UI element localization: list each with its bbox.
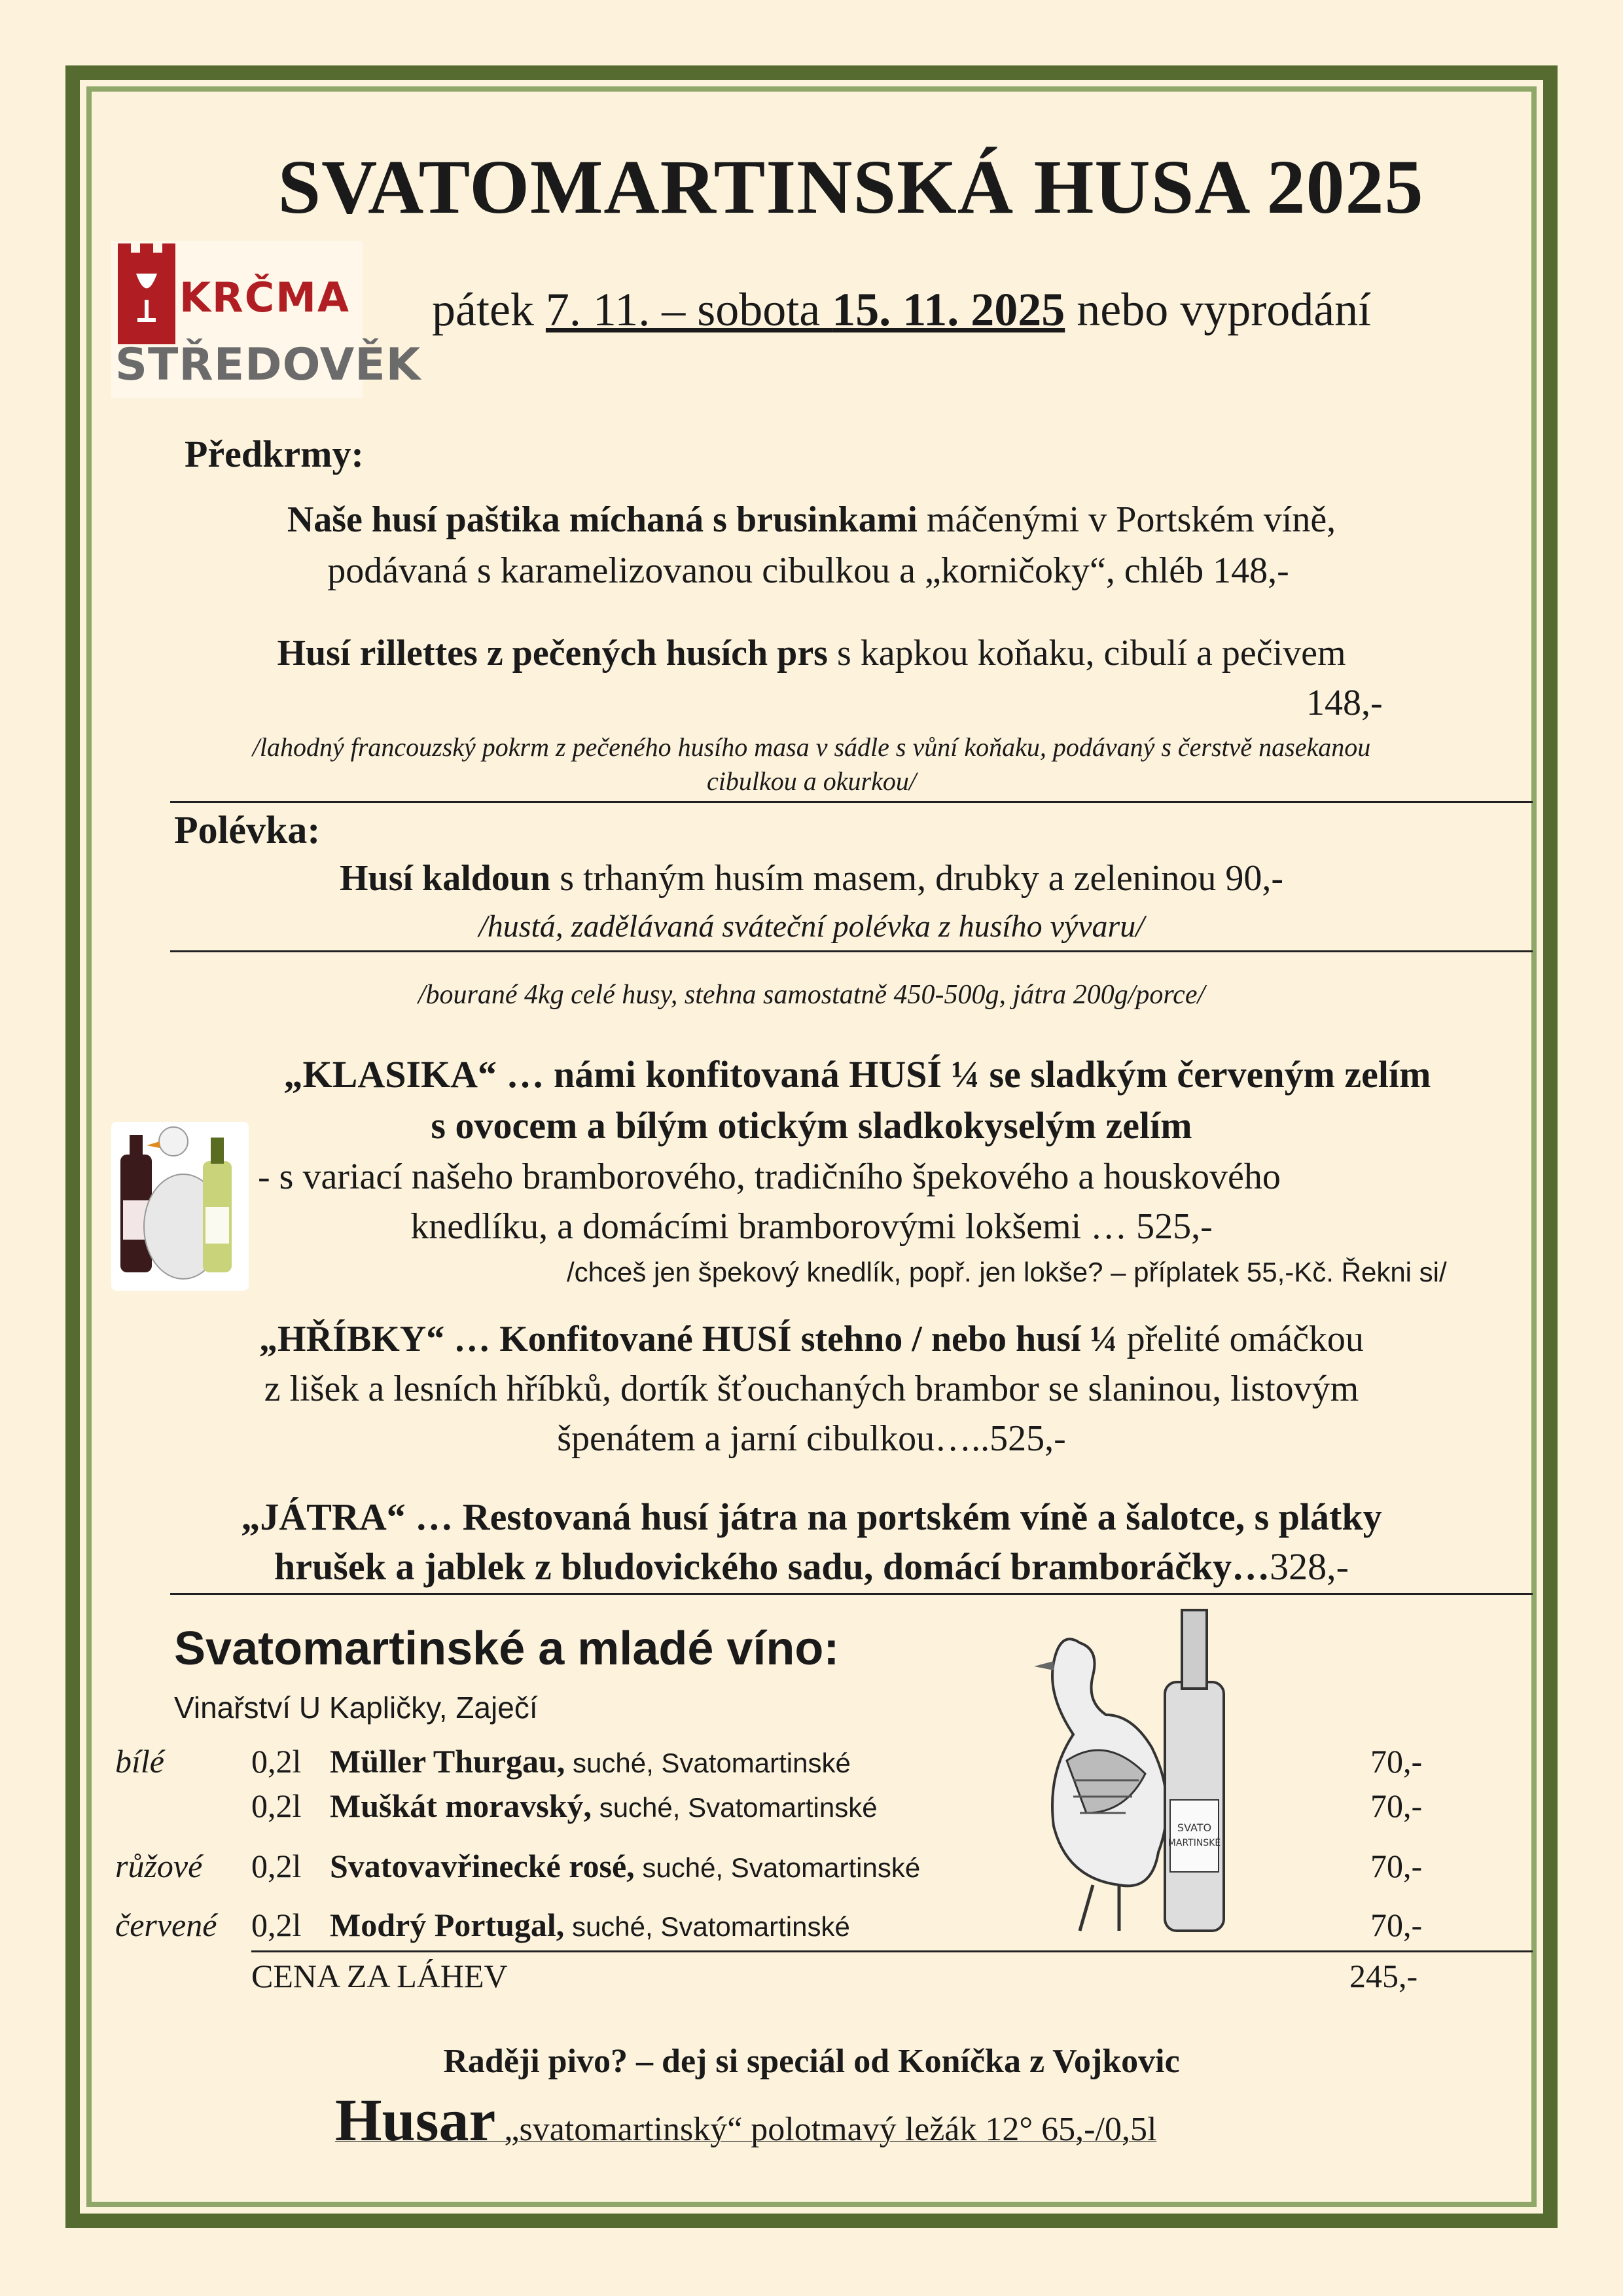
starter-item2-price: 148,-	[1306, 683, 1383, 723]
hribky-bold: „HŘÍBKY“ … Konfitované HUSÍ stehno / nebo husí ¼	[259, 1319, 1118, 1359]
starter-item2-note1: /lahodný francouzský pokrm z pečeného husího masa v sádle s vůní koňaku, podávaný s čerstvě nasekanou	[252, 732, 1371, 762]
hribky-line2: z lišek a lesních hříbků, dortík šťouchaných brambor se slaninou, listovým	[264, 1369, 1359, 1409]
starter-item2-bold: Husí rillettes z pečených husích prs	[277, 633, 828, 673]
goose-wine-image	[111, 1122, 249, 1291]
klasika-line3: - s variací našeho bramborového, tradičního špekového a houskového	[258, 1157, 1281, 1197]
jatra-line2-bold: hrušek a jablek z bludovického sadu, domácí bramboráčky…	[274, 1545, 1270, 1588]
beer-question: Raději pivo? – dej si speciál od Koníčka z Vojkovic	[443, 2043, 1180, 2080]
starter-item2-rest: s kapkou koňaku, cibulí a pečivem	[827, 633, 1346, 673]
date-suffix: nebo vyprodání	[1065, 283, 1372, 336]
goose-bottle-sketch	[1008, 1604, 1250, 1944]
starter-item1-line1	[0, 499, 1623, 541]
date-line	[432, 283, 1371, 337]
klasika-line1: „KLASIKA“ … námi konfitovaná HUSÍ ¼ se sladkým červeným zelím	[283, 1053, 1431, 1096]
portion-note: /bourané 4kg celé husy, stehna samostatně 450-500g, játra 200g/porce/	[418, 980, 1205, 1010]
hribky-line3: špenátem a jarní cibulkou…..525,-	[557, 1418, 1066, 1459]
wine-category: růžové	[115, 1848, 203, 1884]
divider	[251, 1950, 1533, 1952]
starters-heading: Předkrmy:	[185, 433, 364, 475]
wine-name: Svatovavřinecké rosé,	[330, 1848, 635, 1884]
beer-name: Husar	[335, 2087, 496, 2153]
date-prefix: pátek	[432, 283, 546, 336]
wine-price: 70,-	[1370, 1848, 1423, 1884]
jatra-price: 328,-	[1270, 1545, 1349, 1588]
wine-desc: suché, Svatomartinské	[565, 1748, 851, 1778]
goose-sketch-icon	[1008, 1604, 1250, 1944]
klasika-line2: s ovocem a bílým otickým sladkokyselým zelím	[431, 1104, 1192, 1147]
page-title: SVATOMARTINSKÁ HUSA 2025	[277, 144, 1424, 230]
starter-item1-line2: podávaná s karamelizovanou cibulkou a „korničoky“, chléb 148,-	[327, 550, 1289, 591]
wine-volume: 0,2l	[251, 1848, 302, 1884]
beer-desc: „svatomartinský“ polotmavý ležák 12° 65,-/0,5l	[495, 2111, 1157, 2148]
bottle-price-label: CENA ZA LÁHEV	[251, 1958, 508, 1994]
bottle-label-line1: SVATO	[1177, 1821, 1212, 1834]
wine-price: 70,-	[1370, 1787, 1423, 1824]
wine-desc: suché, Svatomartinské	[592, 1792, 878, 1823]
bottle-price: 245,-	[1349, 1958, 1418, 1994]
divider	[170, 950, 1533, 952]
soup-bold: Husí kaldoun	[340, 858, 551, 899]
klasika-note: /chceš jen špekový knedlík, popř. jen lokše? – příplatek 55,-Kč. Řekni si/	[567, 1257, 1447, 1287]
date-from: 7. 11. – sobota	[545, 283, 832, 336]
wine-desc: suché, Svatomartinské	[634, 1852, 921, 1883]
logo-line2: STŘEDOVĚK	[115, 339, 421, 391]
starter-item1-rest: máčenými v Portském víně,	[917, 499, 1336, 540]
jatra-line1: „JÁTRA“ … Restovaná husí játra na portském víně a šalotce, s plátky	[241, 1496, 1382, 1538]
divider	[170, 801, 1533, 803]
logo-line1: KRČMA	[179, 274, 350, 321]
beer-line	[335, 2085, 1156, 2155]
wine-volume: 0,2l	[251, 1907, 302, 1943]
wine-heading: Svatomartinské a mladé víno:	[174, 1623, 840, 1675]
soup-note: /hustá, zadělávaná sváteční polévka z husího vývaru/	[478, 909, 1145, 944]
wine-desc: suché, Svatomartinské	[564, 1911, 850, 1942]
divider	[170, 1593, 1533, 1595]
wine-category: bílé	[115, 1743, 164, 1780]
starter-item2-line1	[0, 632, 1623, 674]
soup-line	[0, 857, 1623, 899]
soup-heading: Polévka:	[174, 808, 321, 852]
winery: Vinařství U Kapličky, Zaječí	[174, 1691, 538, 1725]
jatra-line2	[0, 1545, 1623, 1588]
bottle-label-line2: MARTINSKÉ	[1168, 1838, 1221, 1848]
wine-category: červené	[115, 1907, 217, 1943]
starter-item2-note2: cibulkou a okurkou/	[707, 766, 916, 796]
hribky-rest: přelité omáčkou	[1117, 1319, 1364, 1359]
goose-bottles-icon	[111, 1122, 249, 1291]
date-to: 15. 11. 2025	[832, 283, 1065, 336]
wine-volume: 0,2l	[251, 1787, 302, 1824]
klasika-line4: knedlíku, a domácími bramborovými lokšemi … 525,-	[410, 1206, 1213, 1247]
wine-name: Modrý Portugal,	[330, 1907, 565, 1943]
soup-rest: s trhaným husím masem, drubky a zeleninou 90,-	[550, 858, 1283, 899]
wine-price: 70,-	[1370, 1743, 1423, 1780]
krcma-logo	[111, 241, 421, 398]
wine-price: 70,-	[1370, 1907, 1423, 1943]
wine-name: Muškát moravský,	[330, 1787, 592, 1824]
starter-item1-bold: Naše husí paštika míchaná s brusinkami	[287, 499, 918, 540]
wine-name: Müller Thurgau,	[330, 1743, 565, 1780]
hribky-line1	[0, 1318, 1623, 1360]
wine-volume: 0,2l	[251, 1743, 302, 1780]
